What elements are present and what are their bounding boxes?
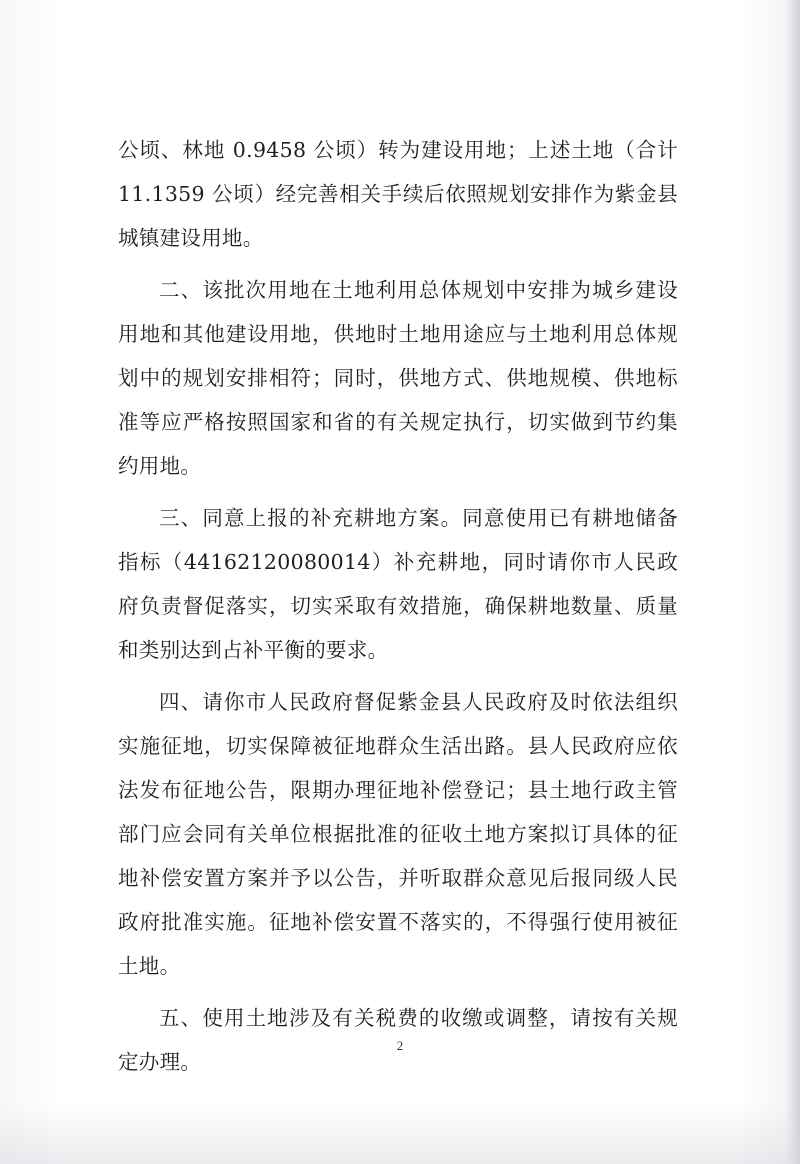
paragraph-continuation: 公顷、林地 0.9458 公顷）转为建设用地；上述土地（合计 11.1359 公顷）经完善相关手续后依照规划安排作为紫金县城镇建设用地。	[118, 138, 678, 250]
paragraph-item-3: 三、同意上报的补充耕地方案。同意使用已有耕地储备指标（44162120080014）补充耕地，同时请你市人民政府负责督促落实，切实采取有效措施，确保耕地数量、质量和类别达到占补平衡的要求。	[118, 506, 678, 662]
page-edge-shadow	[786, 0, 800, 1164]
document-body	[118, 128, 678, 1092]
page-number: 2	[396, 1038, 404, 1053]
paragraph-item-2: 二、该批次用地在土地利用总体规划中安排为城乡建设用地和其他建设用地，供地时土地用途应与土地利用总体规划中的规划安排相符；同时，供地方式、供地规模、供地标准等应严格按照国家和省的有关规定执行，切实做到节约集约用地。	[118, 278, 678, 478]
page-bottom-tint	[0, 1104, 800, 1164]
paragraph-item-5: 五、使用土地涉及有关税费的收缴或调整，请按有关规定办理。	[118, 1006, 678, 1074]
paragraph-item-4: 四、请你市人民政府督促紫金县人民政府及时依法组织实施征地，切实保障被征地群众生活出路。县人民政府应依法发布征地公告，限期办理征地补偿登记；县土地行政主管部门应会同有关单位根据批准的征收土地方案拟订具体的征地补偿安置方案并予以公告，并听取群众意见后报同级人民政府批准实施。征地补偿安置不落实的，不得强行使用被征土地。	[118, 690, 678, 978]
